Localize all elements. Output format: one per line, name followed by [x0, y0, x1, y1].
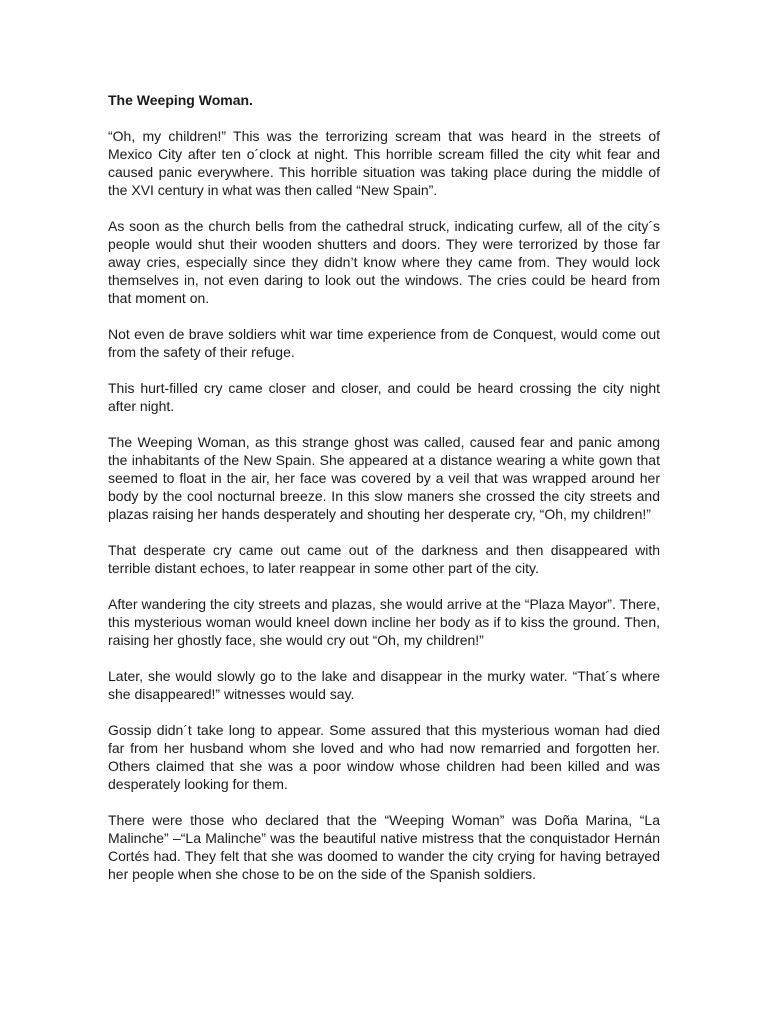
paragraph-3: Not even de brave soldiers whit war time experience from de Conquest, would come out from the safety of their refuge.: [108, 326, 660, 360]
paragraph-6: That desperate cry came out came out of the darkness and then disappeared with terrible distant echoes, to later reappear in some other part of the city.: [108, 542, 660, 576]
paragraph-5: The Weeping Woman, as this strange ghost was called, caused fear and panic among the inhabitants of the New Spain. She appeared at a distance wearing a white gown that seemed to float in the air, her face was covered by a veil that was wrapped around her body by the cool nocturnal breeze. In this slow maners she crossed the city streets and plazas raising her hands desperately and shouting her desperate cry, “Oh, my children!”: [108, 434, 660, 522]
document-title: The Weeping Woman.: [108, 92, 253, 108]
paragraph-8: Later, she would slowly go to the lake and disappear in the murky water. “That´s where she disappeared!” witnesses would say.: [108, 668, 660, 702]
paragraph-4: This hurt-filled cry came closer and closer, and could be heard crossing the city night after night.: [108, 380, 660, 414]
paragraph-10: There were those who declared that the “Weeping Woman” was Doña Marina, “La Malinche” –“La Malinche” was the beautiful native mistress that the conquistador Hernán Cortés had. They felt that she was doomed to wander the city crying for having betrayed her people when she chose to be on the side of the Spanish soldiers.: [108, 812, 660, 882]
paragraph-1: “Oh, my children!” This was the terrorizing scream that was heard in the streets of Mexico City after ten o´clock at night. This horrible scream filled the city whit fear and caused panic everywhere. This horrible situation was taking place during the middle of the XVI century in what was then called “New Spain”.: [108, 128, 660, 198]
document-page: [108, 91, 660, 901]
paragraph-2: As soon as the church bells from the cathedral struck, indicating curfew, all of the city´s people would shut their wooden shutters and doors. They were terrorized by those far away cries, especially since they didn’t know where they came from. They would lock themselves in, not even daring to look out the windows. The cries could be heard from that moment on.: [108, 218, 660, 306]
paragraph-9: Gossip didn´t take long to appear. Some assured that this mysterious woman had died far from her husband whom she loved and who had now remarried and forgotten her. Others claimed that she was a poor window whose children had been killed and was desperately looking for them.: [108, 722, 660, 792]
paragraph-7: After wandering the city streets and plazas, she would arrive at the “Plaza Mayor”. There, this mysterious woman would kneel down incline her body as if to kiss the ground. Then, raising her ghostly face, she would cry out “Oh, my children!”: [108, 596, 660, 648]
